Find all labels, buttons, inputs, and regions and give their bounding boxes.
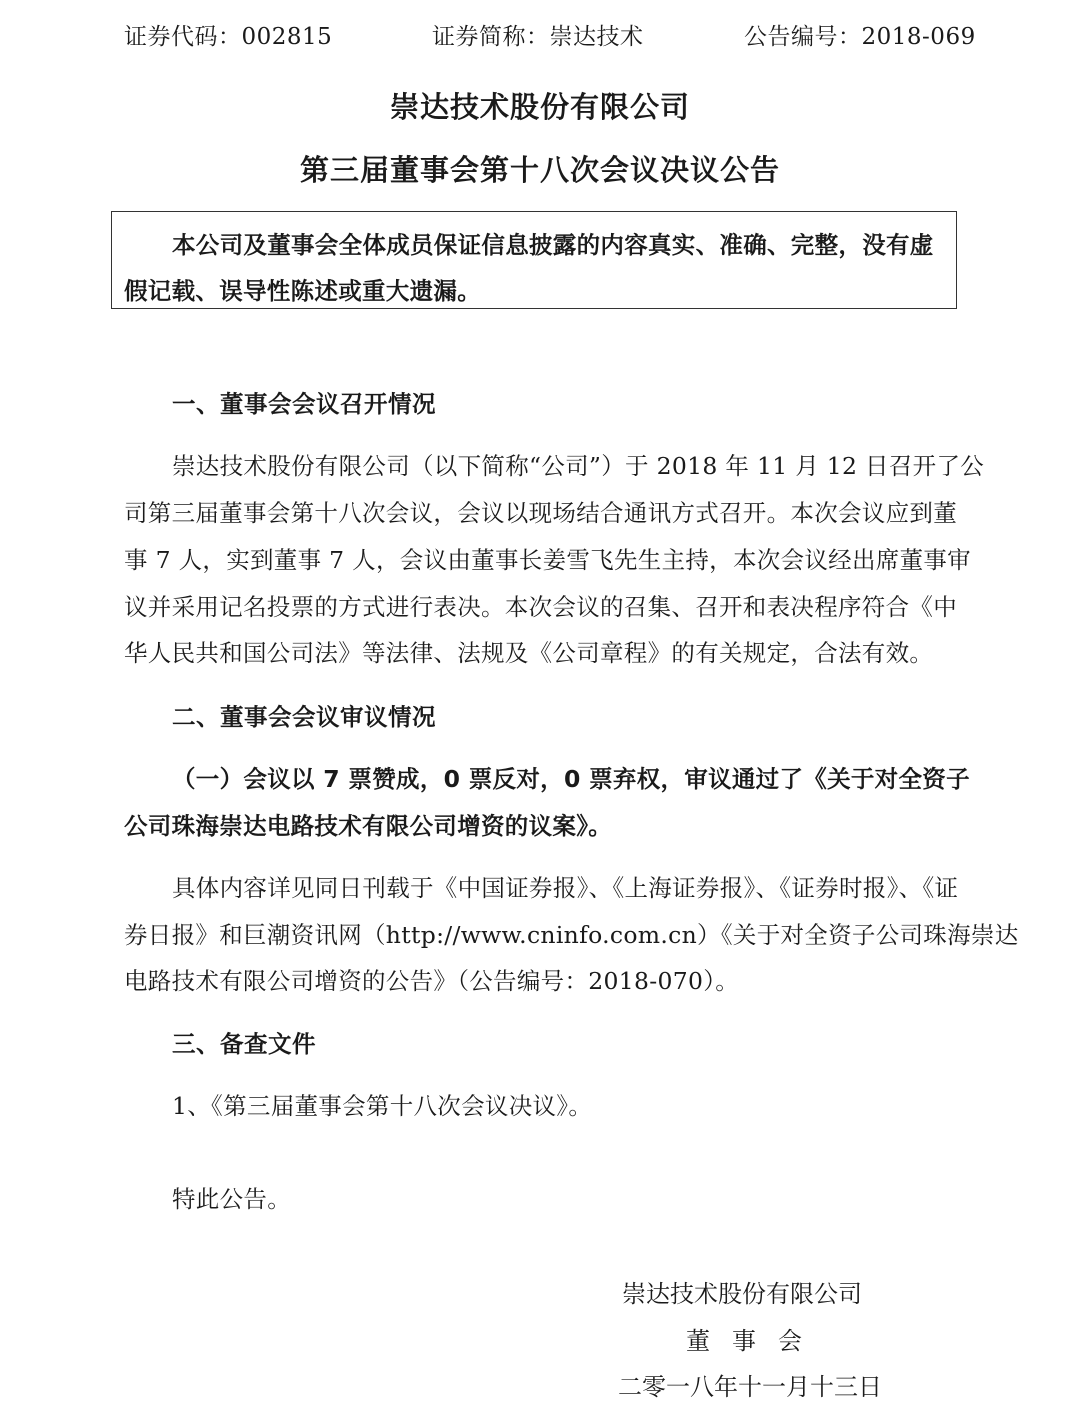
stock-abbreviation: 证券简称：崇达技术 — [432, 24, 644, 50]
section-3-heading: 三、备查文件 — [172, 1030, 316, 1058]
section-1-line-1: 崇达技术股份有限公司（以下简称“公司”）于 2018 年 11 月 12 日召开了公 — [172, 452, 985, 480]
signature-date: 二零一八年十一月十三日 — [618, 1373, 882, 1401]
details-line-3: 电路技术有限公司增资的公告》（公告编号：2018-070）。 — [124, 967, 740, 995]
section-1-line-2: 司第三届董事会第十八次会议，会议以现场结合通讯方式召开。本次会议应到董 — [124, 499, 957, 527]
section-2-heading: 二、董事会会议审议情况 — [172, 703, 436, 731]
notice-line-2: 假记载、误导性陈述或重大遗漏。 — [124, 277, 481, 305]
section-1-line-3: 事 7 人，实到董事 7 人，会议由董事长姜雪飞先生主持，本次会议经出席董事审 — [124, 546, 971, 574]
notice-line-1: 本公司及董事会全体成员保证信息披露的内容真实、准确、完整，没有虚 — [172, 231, 934, 259]
announcement-number: 公告编号：2018-069 — [744, 24, 976, 50]
document-title-company: 崇达技术股份有限公司 — [389, 90, 690, 124]
signature-board: 董事会 — [686, 1327, 824, 1355]
signature-company: 崇达技术股份有限公司 — [622, 1280, 862, 1308]
section-1-line-4: 议并采用记名投票的方式进行表决。本次会议的召集、召开和表决程序符合《中 — [124, 593, 957, 621]
details-line-1: 具体内容详见同日刊载于《中国证券报》、《上海证券报》、《证券时报》、《证 — [172, 874, 959, 902]
reference-document-item: 1、《第三届董事会第十八次会议决议》。 — [172, 1092, 593, 1120]
resolution-line-2: 公司珠海崇达电路技术有限公司增资的议案》。 — [124, 812, 613, 840]
closing-statement: 特此公告。 — [172, 1185, 291, 1213]
document-title-subject: 第三届董事会第十八次会议决议公告 — [299, 153, 780, 187]
stock-code: 证券代码：002815 — [124, 24, 333, 50]
section-1-heading: 一、董事会会议召开情况 — [172, 390, 436, 418]
section-1-line-5: 华人民共和国公司法》等法律、法规及《公司章程》的有关规定，合法有效。 — [124, 639, 934, 667]
resolution-line-1: （一）会议以 7 票赞成，0 票反对，0 票弃权，审议通过了《关于对全资子 — [172, 765, 970, 793]
details-line-2: 券日报》和巨潮资讯网（http://www.cninfo.com.cn）《关于对全资子公司珠海崇达 — [124, 921, 1019, 949]
